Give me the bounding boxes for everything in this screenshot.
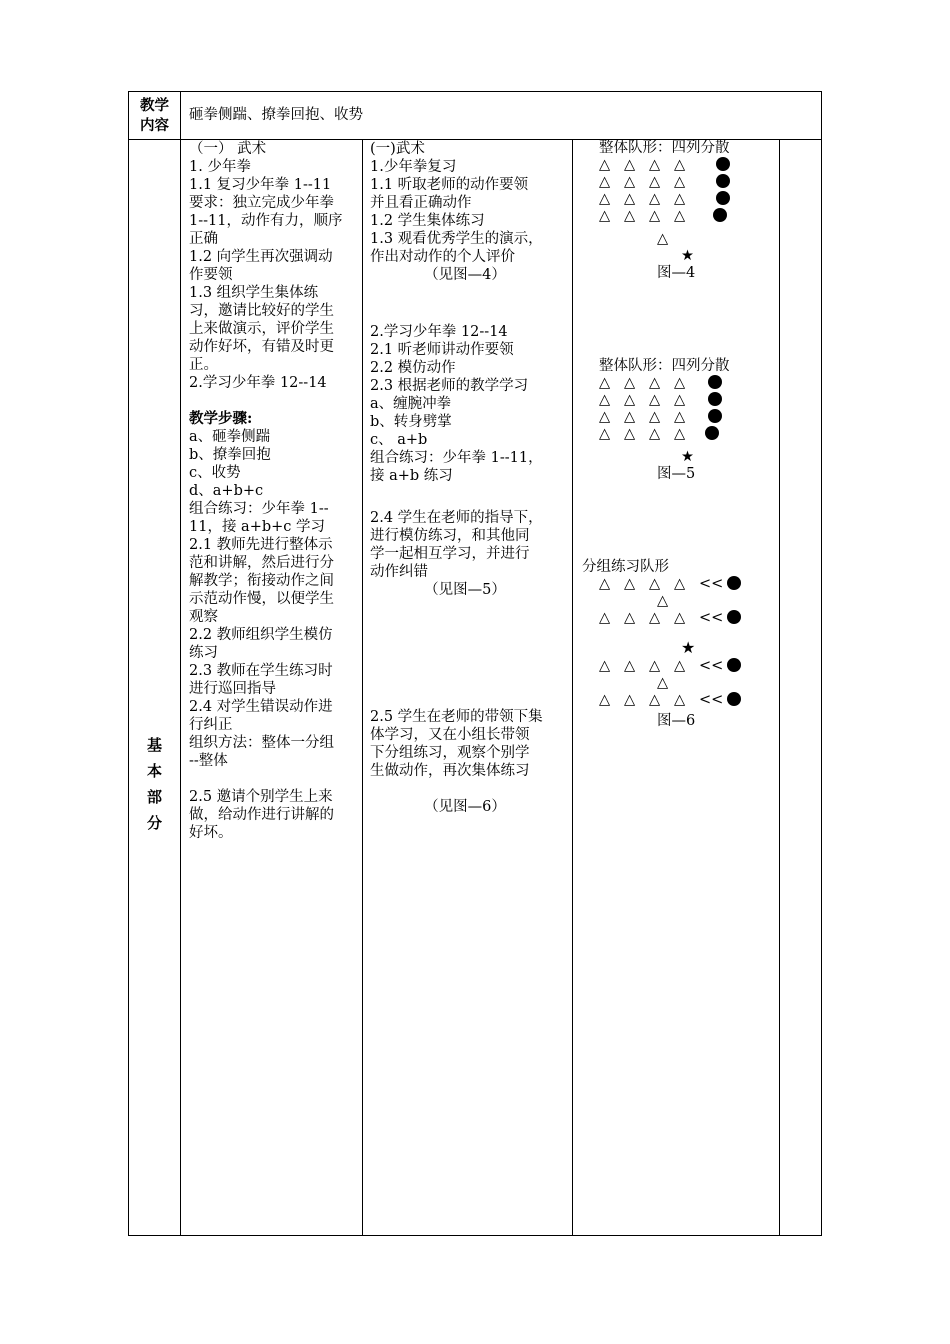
lesson-content-text: 砸拳侧踹、撩拳回抱、收势	[189, 107, 363, 123]
column-divider-4	[779, 139, 780, 1235]
student-text-line: 2.4 学生在老师的指导下，	[370, 510, 543, 526]
student-triangle-icon: △	[649, 174, 661, 190]
teacher-text-line: 要求：独立完成少年拳	[189, 195, 334, 211]
teacher-text-line: 上来做演示，评价学生	[189, 321, 334, 337]
student-dot-icon	[716, 157, 730, 171]
teacher-star-icon: ★	[681, 638, 696, 657]
student-triangle-icon: △	[599, 409, 611, 425]
teacher-text-line: c、收势	[189, 465, 241, 481]
formation-row	[599, 658, 741, 675]
student-text-line: 组合练习：少年拳 1--11，	[370, 450, 543, 466]
teacher-text-line: 示范动作慢，以便学生	[189, 591, 334, 607]
teacher-text-line: 组合练习：少年拳 1--	[189, 501, 329, 517]
formation-row	[599, 409, 730, 426]
student-triangle-icon: △	[599, 392, 611, 408]
section-label-char: 本	[146, 762, 162, 780]
teacher-star-icon: ★	[681, 449, 694, 465]
teacher-text-line: d、a+b+c	[189, 483, 264, 499]
student-triangle-icon: △	[624, 392, 636, 408]
lesson-plan-table	[128, 91, 822, 1236]
teacher-text-line: 动作好坏，有错及时更	[189, 339, 334, 355]
teacher-text-line: 组织方法：整体一分组	[189, 735, 334, 751]
student-text-line: c、 a+b	[370, 432, 428, 448]
student-triangle-icon: △	[649, 392, 661, 408]
teacher-text-line	[189, 770, 354, 788]
student-dot-icon	[716, 191, 730, 205]
student-activity-block-1	[370, 140, 560, 284]
teacher-text-line: 2.1 教师先进行整体示	[189, 537, 333, 553]
student-dot-icon	[708, 409, 722, 423]
student-triangle-icon: △	[599, 375, 611, 391]
teacher-text-line: 1--11，动作有力，顺序	[189, 213, 343, 229]
student-text-line: 学一起相互学习，并进行	[370, 546, 530, 562]
teacher-text-line: 2.4 对学生错误动作进	[189, 699, 333, 715]
student-triangle-icon: △	[674, 208, 686, 224]
formation-row	[599, 692, 741, 709]
formation-figure-4	[599, 140, 730, 282]
student-triangle-icon: △	[674, 392, 686, 408]
student-triangle-icon: △	[599, 576, 611, 592]
formation-figure-5	[599, 358, 730, 483]
content-header-label-line2: 内容	[140, 117, 169, 134]
teacher-text-line: 1.2 向学生再次强调动	[189, 249, 333, 265]
student-dot-icon	[727, 692, 741, 706]
teacher-text-line: 2.学习少年拳 12--14	[189, 375, 327, 391]
student-triangle-icon: △	[624, 610, 636, 626]
formation-row	[599, 610, 741, 627]
student-activity-block-2	[370, 323, 560, 485]
student-text-line: 2.5 学生在老师的带领下集	[370, 709, 543, 725]
teacher-text-line: 观察	[189, 609, 218, 625]
student-triangle-icon: △	[624, 174, 636, 190]
student-triangle-icon: △	[624, 426, 636, 442]
formation-title: 分组练习队形	[582, 559, 669, 575]
teacher-text-line: 2.3 教师在学生练习时	[189, 663, 333, 679]
student-triangle-icon: △	[624, 375, 636, 391]
section-label-char: 部	[146, 788, 162, 806]
teacher-text-line: 解教学；衔接动作之间	[189, 573, 334, 589]
student-text-line: 1.3 观看优秀学生的演示，	[370, 231, 543, 247]
student-triangle-icon: △	[649, 576, 661, 592]
student-text-line: (一)武术	[370, 141, 425, 157]
group-leader-triangle-icon: △	[657, 593, 669, 609]
student-triangle-icon: △	[674, 157, 686, 173]
student-triangle-icon: △	[674, 426, 686, 442]
student-text-line: 接 a+b 练习	[370, 468, 453, 484]
student-dot-icon	[705, 426, 719, 440]
student-text-line: 并且看正确动作	[370, 195, 472, 211]
student-triangle-icon: △	[599, 692, 611, 708]
formation-row	[599, 174, 730, 191]
teacher-text-line: 1. 少年拳	[189, 159, 251, 175]
student-triangle-icon: △	[649, 426, 661, 442]
student-triangle-icon: △	[624, 692, 636, 708]
teacher-text-line: 练习	[189, 645, 218, 661]
student-text-line: a、缠腕冲拳	[370, 396, 452, 412]
triangle-marker: △	[657, 231, 669, 247]
student-dot-icon	[716, 174, 730, 188]
teacher-text-line: 正。	[189, 357, 218, 373]
figure-caption: 图—5	[657, 466, 696, 482]
formation-row	[599, 392, 730, 409]
student-triangle-icon: △	[674, 658, 686, 674]
student-dot-icon	[727, 610, 741, 624]
student-triangle-icon: △	[649, 157, 661, 173]
student-triangle-icon: △	[599, 174, 611, 190]
student-triangle-icon: △	[624, 157, 636, 173]
student-triangle-icon: △	[599, 208, 611, 224]
teacher-text-line: （一） 武术	[189, 141, 267, 157]
teacher-text-line: 11，接 a+b+c 学习	[189, 519, 326, 535]
formation-figure-6	[582, 559, 741, 730]
student-triangle-icon: △	[624, 191, 636, 207]
teacher-text-line: 教学步骤:	[189, 410, 253, 427]
formation-title: 整体队形：四列分散	[599, 140, 730, 156]
teacher-text-line: 进行巡回指导	[189, 681, 276, 697]
column-divider-1	[180, 92, 181, 1235]
section-label-basic-part	[129, 732, 180, 836]
student-text-line: 1.2 学生集体练习	[370, 213, 485, 229]
student-triangle-icon: △	[674, 610, 686, 626]
arrow-icon: <<	[699, 610, 724, 626]
student-triangle-icon: △	[649, 191, 661, 207]
teacher-text-line: 范和讲解，然后进行分	[189, 555, 334, 571]
student-activity-block-3	[370, 509, 560, 599]
teacher-text-line: 作要领	[189, 267, 233, 283]
group-leader-triangle-icon: △	[657, 675, 669, 691]
student-triangle-icon: △	[674, 191, 686, 207]
student-triangle-icon: △	[649, 208, 661, 224]
formation-row	[599, 191, 730, 208]
student-triangle-icon: △	[649, 409, 661, 425]
student-activity-block-4	[370, 708, 560, 816]
student-text-line: 2.2 模仿动作	[370, 360, 456, 376]
student-triangle-icon: △	[649, 610, 661, 626]
content-header-label	[129, 92, 180, 139]
student-text-line: 作出对动作的个人评价	[370, 249, 515, 265]
column-divider-2	[362, 139, 363, 1235]
student-dot-icon	[713, 208, 727, 222]
figure-caption: 图—4	[657, 265, 696, 281]
student-text-line: 下分组练习，观察个别学	[370, 745, 530, 761]
student-triangle-icon: △	[674, 375, 686, 391]
student-dot-icon	[708, 375, 722, 389]
student-triangle-icon: △	[599, 658, 611, 674]
student-dot-icon	[708, 392, 722, 406]
student-triangle-icon: △	[649, 375, 661, 391]
figure-caption: 图—6	[657, 713, 696, 729]
student-triangle-icon: △	[599, 426, 611, 442]
teacher-text-line: 1.1 复习少年拳 1--11	[189, 177, 332, 193]
student-text-line: 1.少年拳复习	[370, 159, 457, 175]
teacher-text-line: 行纠正	[189, 717, 233, 733]
formation-row	[599, 426, 730, 443]
teacher-text-line: a、砸拳侧踹	[189, 429, 271, 445]
student-triangle-icon: △	[599, 191, 611, 207]
arrow-icon: <<	[699, 576, 724, 592]
student-text-line: 2.学习少年拳 12--14	[370, 324, 508, 340]
teacher-star-icon: ★	[681, 248, 694, 264]
student-triangle-icon: △	[599, 610, 611, 626]
teacher-text-line: --整体	[189, 753, 228, 769]
student-triangle-icon: △	[649, 658, 661, 674]
teacher-activity-column	[189, 140, 354, 842]
student-text-line: 生做动作，再次集体练习	[370, 763, 530, 779]
teacher-text-line: 2.2 教师组织学生模仿	[189, 627, 333, 643]
student-text-line: （见图—5）	[424, 582, 506, 598]
student-text-line: 进行模仿练习，和其他同	[370, 528, 530, 544]
student-dot-icon	[727, 658, 741, 672]
student-text-line: （见图—4）	[424, 267, 506, 283]
student-triangle-icon: △	[674, 576, 686, 592]
teacher-text-line: 习，邀请比较好的学生	[189, 303, 334, 319]
formation-row	[599, 157, 730, 174]
column-divider-3	[572, 139, 573, 1235]
student-triangle-icon: △	[624, 208, 636, 224]
student-triangle-icon: △	[674, 174, 686, 190]
formation-row	[599, 208, 730, 225]
student-triangle-icon: △	[624, 658, 636, 674]
student-text-line: 动作纠错	[370, 564, 428, 580]
teacher-text-line: 做，给动作进行讲解的	[189, 807, 334, 823]
student-triangle-icon: △	[674, 409, 686, 425]
student-triangle-icon: △	[649, 692, 661, 708]
formation-row	[599, 375, 730, 392]
arrow-icon: <<	[699, 658, 724, 674]
formation-title: 整体队形：四列分散	[599, 358, 730, 374]
student-text-line: （见图—6）	[424, 799, 506, 815]
student-dot-icon	[727, 576, 741, 590]
student-text-line: 2.3 根据老师的教学学习	[370, 378, 529, 394]
student-triangle-icon: △	[599, 157, 611, 173]
teacher-text-line: 正确	[189, 231, 218, 247]
teacher-text-line: 好坏。	[189, 825, 233, 841]
content-header-label-line1: 教学	[140, 97, 169, 114]
student-text-line	[370, 780, 560, 798]
student-triangle-icon: △	[674, 692, 686, 708]
teacher-text-line: b、撩拳回抱	[189, 447, 271, 463]
teacher-text-line	[189, 392, 354, 410]
teacher-text-line: 1.3 组织学生集体练	[189, 285, 319, 301]
student-text-line: 2.1 听老师讲动作要领	[370, 342, 514, 358]
formation-row	[599, 576, 741, 593]
student-text-line: 体学习，又在小组长带领	[370, 727, 530, 743]
section-label-char: 基	[146, 736, 162, 754]
student-triangle-icon: △	[624, 409, 636, 425]
student-triangle-icon: △	[624, 576, 636, 592]
teacher-text-line: 2.5 邀请个别学生上来	[189, 789, 333, 805]
arrow-icon: <<	[699, 692, 724, 708]
student-text-line: 1.1 听取老师的动作要领	[370, 177, 529, 193]
section-label-char: 分	[146, 814, 162, 832]
student-text-line: b、转身劈掌	[370, 414, 452, 430]
